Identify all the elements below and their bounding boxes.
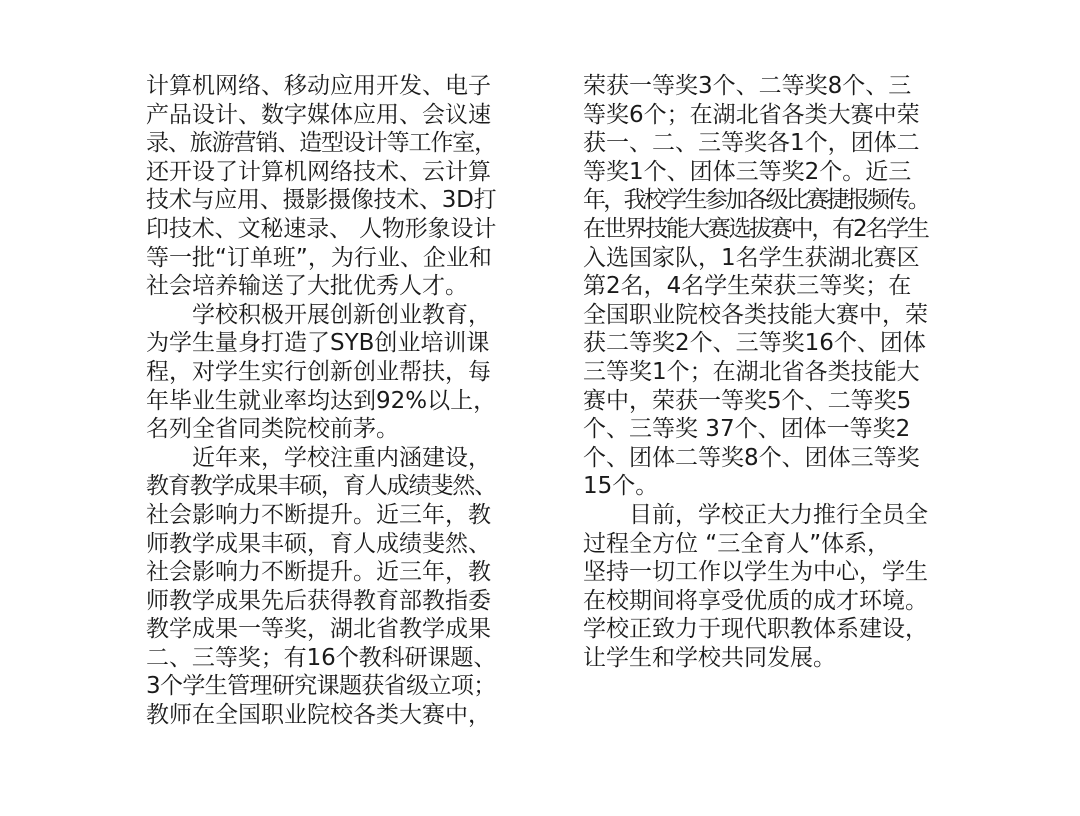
text-line: 目前，学校正大力推行全员全 <box>583 501 928 528</box>
text-line: 获二等奖2个、三等奖16个、团体 <box>583 330 926 357</box>
text-line: 社会影响力不断提升。近三年，教 <box>146 501 491 528</box>
text-line: 等奖1个、团体三等奖2个。近三 <box>583 158 912 185</box>
left-text-column <box>146 72 496 730</box>
text-line: 二、三等奖；有16个教科研课题、 <box>146 644 497 671</box>
text-line: 个、团体二等奖8个、团体三等奖 <box>583 444 920 471</box>
text-line: 在世界技能大赛选拔赛中，有2名学生 <box>583 215 928 242</box>
text-line: 年，我校学生参加各级比赛捷报频传。 <box>583 187 929 214</box>
text-line: 赛中，荣获一等奖5个、二等奖5 <box>583 387 912 414</box>
text-line: 等奖6个；在湖北省各类大赛中荣 <box>583 101 920 128</box>
text-line: 师教学成果丰硕，育人成绩斐然、 <box>146 530 491 557</box>
text-line: 等一批“订单班”，为行业、企业和 <box>146 244 492 271</box>
text-line: 教学成果一等奖，湖北省教学成果 <box>146 616 491 643</box>
text-line: 3个学生管理研究课题获省级立项； <box>146 673 496 700</box>
text-line: 教育教学成果丰硕，育人成绩斐然、 <box>146 473 496 500</box>
text-line: 全国职业院校各类技能大赛中，荣 <box>583 301 928 328</box>
text-line: 在校期间将享受优质的成才环境。 <box>583 587 928 614</box>
text-line: 坚持一切工作以学生为中心，学生 <box>583 559 928 586</box>
text-line: 名列全省同类院校前茅。 <box>146 416 399 443</box>
text-line: 为学生量身打造了SYB创业培训课 <box>146 330 490 357</box>
text-line: 教师在全国职业院校各类大赛中， <box>146 702 491 729</box>
text-line: 入选国家队，1名学生获湖北赛区 <box>583 244 920 271</box>
text-line: 社会影响力不断提升。近三年，教 <box>146 559 491 586</box>
text-line: 三等奖1个；在湖北省各类技能大 <box>583 358 920 385</box>
text-line: 过程全方位 “三全育人”体系， <box>583 530 891 557</box>
text-line: 让学生和学校共同发展。 <box>583 644 836 671</box>
text-line: 荣获一等奖3个、二等奖8个、三 <box>583 73 912 99</box>
text-line: 近年来，学校注重内涵建设， <box>146 444 491 471</box>
text-line: 个、三等奖 37个、团体一等奖2 <box>583 416 911 443</box>
text-line: 获一、二、三等奖各1个，团体二 <box>583 130 920 157</box>
text-line: 学校积极开展创新创业教育， <box>146 301 491 328</box>
text-line: 师教学成果先后获得教育部教指委 <box>146 587 491 614</box>
text-line: 还开设了计算机网络技术、云计算 <box>146 158 491 185</box>
text-line: 产品设计、数字媒体应用、会议速 <box>146 101 491 128</box>
text-line: 计算机网络、移动应用开发、电子 <box>146 73 491 99</box>
text-line: 程，对学生实行创新创业帮扶，每 <box>146 358 491 385</box>
text-line: 印技术、文秘速录、 人物形象设计 <box>146 215 497 242</box>
text-line: 第2名，4名学生荣获三等奖；在 <box>583 273 912 300</box>
text-line: 录、旅游营销、造型设计等工作室， <box>146 130 496 157</box>
right-text-column <box>583 72 928 672</box>
text-line: 学校正致力于现代职教体系建设， <box>583 616 928 643</box>
text-line: 技术与应用、摄影摄像技术、3D打 <box>146 187 497 214</box>
text-line: 年毕业生就业率均达到92%以上， <box>146 387 497 414</box>
text-line: 15个。 <box>583 473 659 500</box>
text-line: 社会培养输送了大批优秀人才。 <box>146 273 468 300</box>
